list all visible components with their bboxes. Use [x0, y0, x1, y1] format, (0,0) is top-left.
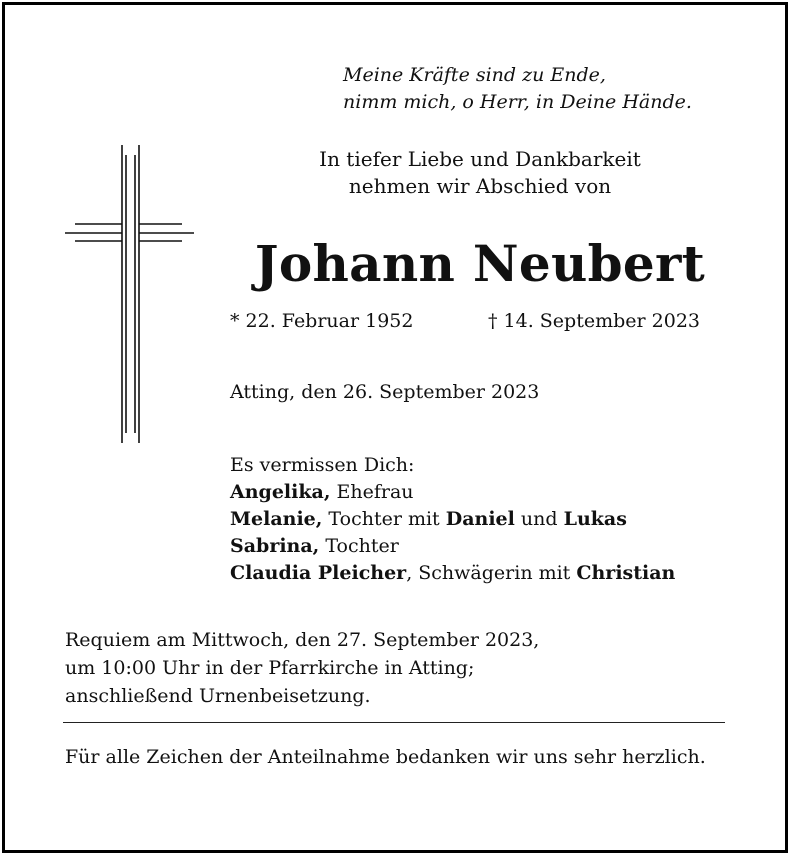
requiem-info — [65, 626, 539, 710]
mourners-heading: Es vermissen Dich: — [230, 454, 415, 476]
mourner-relation: Ehefrau — [330, 481, 414, 503]
mourner-relation: und — [514, 508, 564, 530]
place-date: Atting, den 26. September 2023 — [230, 381, 540, 403]
requiem-line-1: Requiem am Mittwoch, den 27. September 2023, — [65, 629, 540, 651]
mourner-relation: Tochter mit — [322, 508, 446, 530]
mourner-name: Angelika, — [230, 481, 331, 503]
mourner-relation: , Schwägerin mit — [406, 562, 577, 584]
requiem-line-3: anschließend Urnenbeisetzung. — [65, 685, 371, 707]
mourner-row — [230, 479, 675, 506]
verse-line-1: Meine Kräfte sind zu Ende, — [343, 64, 606, 86]
intro-line-1: In tiefer Liebe und Dankbarkeit — [319, 147, 641, 171]
birth-date: * 22. Februar 1952 — [230, 310, 414, 332]
requiem-line-2: um 10:00 Uhr in der Pfarrkirche in Atting; — [65, 657, 475, 679]
death-date: † 14. September 2023 — [488, 310, 700, 332]
mourner-name: Melanie, — [230, 508, 323, 530]
mourner-name: Lukas — [563, 508, 627, 530]
mourners-list — [230, 452, 675, 587]
mourner-name: Claudia Pleicher — [230, 562, 407, 584]
mourner-name: Christian — [576, 562, 676, 584]
mourner-row — [230, 506, 675, 533]
mourner-row — [230, 533, 675, 560]
verse-line-2: nimm mich, o Herr, in Deine Hände. — [343, 91, 692, 113]
mourner-name: Daniel — [445, 508, 515, 530]
divider — [63, 722, 725, 723]
mourner-name: Sabrina, — [230, 535, 320, 557]
intro-line-2: nehmen wir Abschied von — [348, 174, 612, 198]
deceased-name: Johann Neubert — [254, 234, 706, 293]
mourner-relation: Tochter — [319, 535, 399, 557]
thanks-text: Für alle Zeichen der Anteilnahme bedanken wir uns sehr herzlich. — [65, 746, 706, 768]
mourner-row — [230, 560, 675, 587]
cross-icon — [62, 145, 196, 465]
